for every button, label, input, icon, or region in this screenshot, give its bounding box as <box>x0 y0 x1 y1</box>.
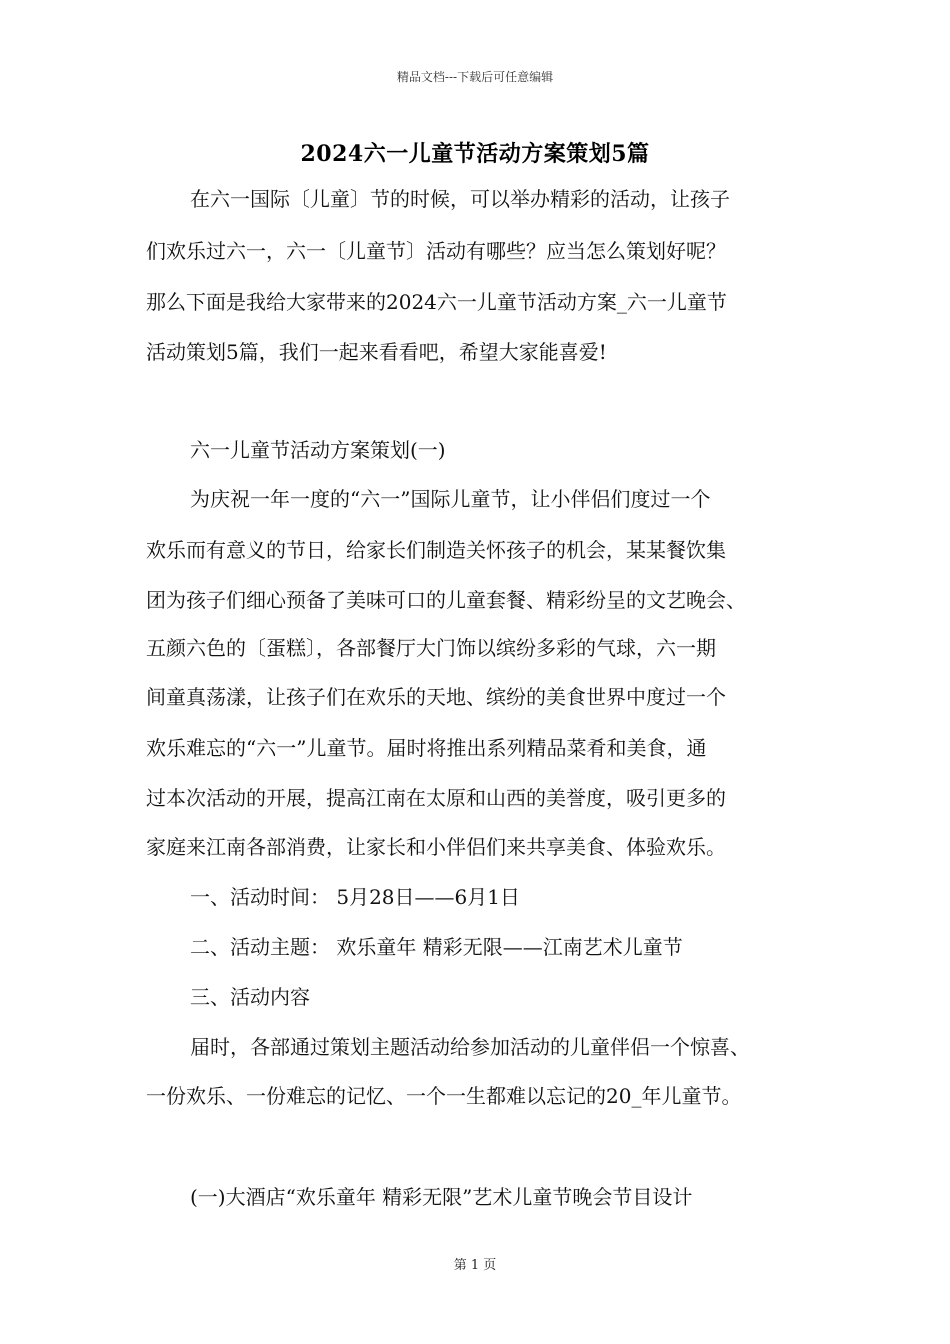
activity-theme: 二、活动主题： 欢乐童年 精彩无限——江南艺术儿童节 <box>190 935 683 959</box>
body-line: 家庭来江南各部消费，让家长和小伴侣们来共享美食、体验欢乐。 <box>146 835 726 859</box>
document-title: 2024六一儿童节活动方案策划5篇 <box>300 141 650 167</box>
content-line: 届时，各部通过策划主题活动给参加活动的儿童伴侣一个惊喜、 <box>190 1035 750 1059</box>
body-line: 欢乐难忘的“六一”儿童节。届时将推出系列精品菜肴和美食，通 <box>146 736 707 760</box>
activity-content-heading: 三、活动内容 <box>190 985 310 1009</box>
body-line: 为庆祝一年一度的“六一”国际儿童节，让小伴侣们度过一个 <box>190 487 711 511</box>
body-line: 间童真荡漾，让孩子们在欢乐的天地、缤纷的美食世界中度过一个 <box>146 685 726 709</box>
body-line: 团为孩子们细心预备了美味可口的儿童套餐、精彩纷呈的文艺晚会、 <box>146 588 746 612</box>
content-line: 一份欢乐、一份难忘的记忆、一个一生都难以忘记的20_年儿童节。 <box>146 1084 742 1108</box>
intro-line: 们欢乐过六一，六一〔儿童节〕活动有哪些？应当怎么策划好呢？ <box>146 239 726 263</box>
body-line: 五颜六色的〔蛋糕〕，各部餐厅大门饰以缤纷多彩的气球，六一期 <box>146 636 716 660</box>
activity-time: 一、活动时间： 5月28日——6月1日 <box>190 885 520 909</box>
intro-line: 那么下面是我给大家带来的2024六一儿童节活动方案_六一儿童节 <box>146 290 727 314</box>
intro-line: 活动策划5篇，我们一起来看看吧，希望大家能喜爱! <box>146 340 607 364</box>
intro-line: 在六一国际〔儿童〕节的时候，可以举办精彩的活动，让孩子 <box>190 187 730 211</box>
body-line: 欢乐而有意义的节日，给家长们制造关怀孩子的机会，某某餐饮集 <box>146 538 726 562</box>
header-note: 精品文档---下载后可任意编辑 <box>396 70 554 84</box>
body-line: 过本次活动的开展，提高江南在太原和山西的美誉度，吸引更多的 <box>146 786 726 810</box>
subsection-heading: (一)大酒店“欢乐童年 精彩无限”艺术儿童节晚会节目设计 <box>190 1185 693 1209</box>
section-title: 六一儿童节活动方案策划(一) <box>190 438 446 462</box>
page-number: 第 1 页 <box>453 1258 497 1273</box>
